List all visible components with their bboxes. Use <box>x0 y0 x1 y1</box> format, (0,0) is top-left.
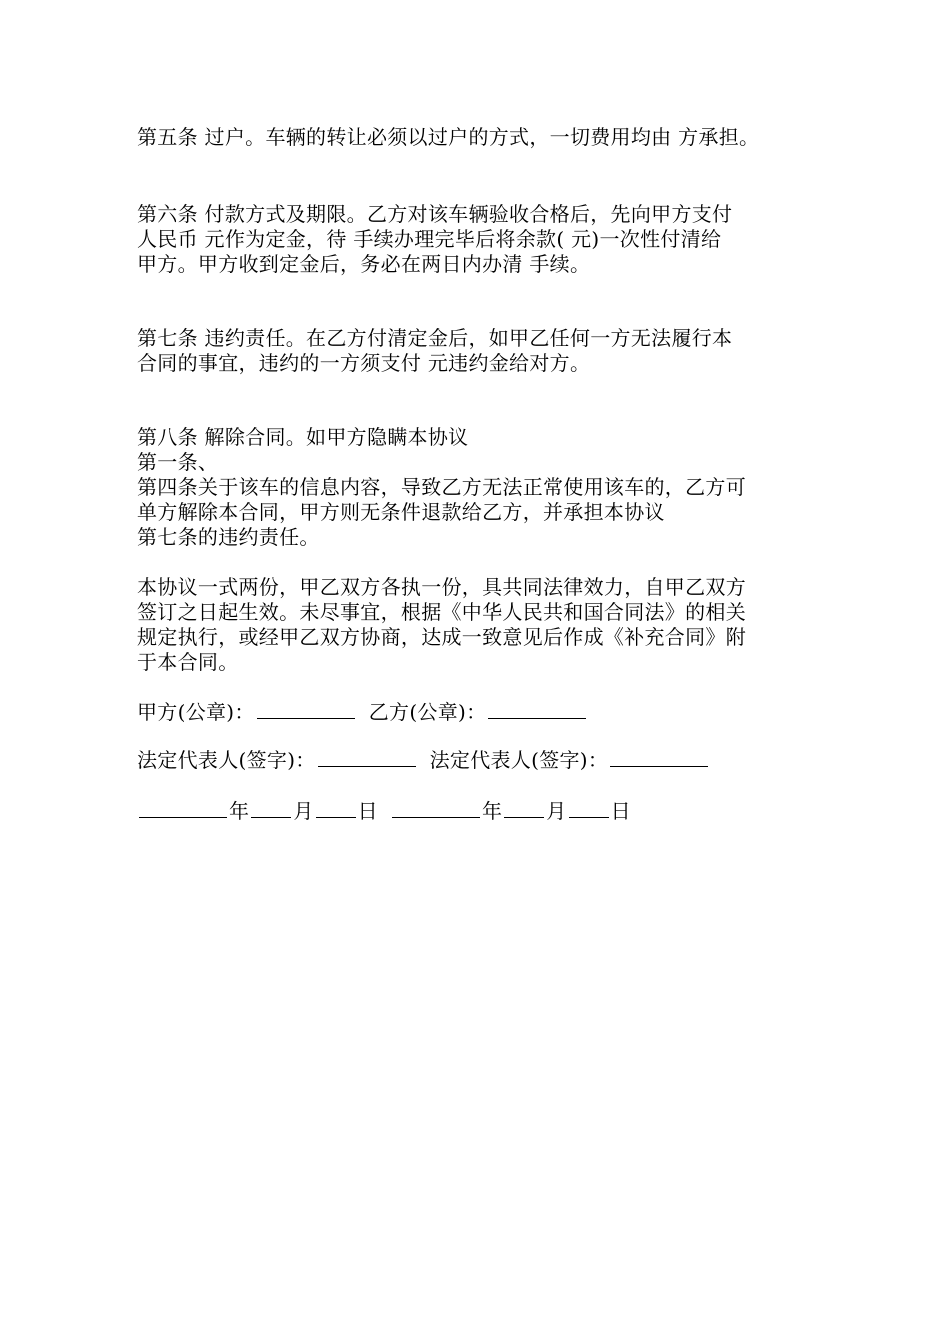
rep-a-label: 法定代表人(签字)： <box>137 748 316 772</box>
date-a-month-blank[interactable] <box>251 797 291 818</box>
rep-b-signature-blank[interactable] <box>610 746 708 767</box>
rep-a-signature-blank[interactable] <box>318 746 416 767</box>
article-8-line-5: 第七条的违约责任。 <box>137 525 320 549</box>
article-7-line-2: 合同的事宜，违约的一方须支付 元违约金给对方。 <box>137 351 591 375</box>
article-7-line-1: 第七条 违约责任。在乙方付清定金后，如甲乙任何一方无法履行本 <box>137 326 733 350</box>
article-8-line-2: 第一条、 <box>137 450 219 474</box>
closing-line-3: 规定执行，或经甲乙双方协商，达成一致意见后作成《补充合同》附 <box>137 625 746 649</box>
date-b-month-label: 月 <box>546 799 567 823</box>
date-b-year-label: 年 <box>481 799 503 823</box>
article-8-line-1: 第八条 解除合同。如甲方隐瞒本协议 <box>137 425 469 449</box>
closing-line-1: 本协议一式两份，甲乙双方各执一份，具共同法律效力，自甲乙双方 <box>137 575 746 599</box>
article-8-line-3: 第四条关于该车的信息内容，导致乙方无法正常使用该车的，乙方可 <box>137 475 746 499</box>
party-a-seal-blank[interactable] <box>257 698 355 719</box>
date-b-day-blank[interactable] <box>569 797 609 818</box>
date-b-day-label: 日 <box>610 799 631 823</box>
date-a-year-label: 年 <box>229 799 250 823</box>
party-b-seal-label: 乙方(公章)： <box>368 700 487 724</box>
date-a-month-label: 月 <box>293 799 314 823</box>
date-a-day-label: 日 <box>357 799 378 823</box>
representative-line <box>137 746 710 773</box>
date-a-day-blank[interactable] <box>316 797 356 818</box>
article-8-line-4: 单方解除本合同，甲方则无条件退款给乙方，并承担本协议 <box>137 500 665 524</box>
date-line <box>137 797 631 824</box>
article-5-line-1: 第五条 过户。车辆的转让必须以过户的方式，一切费用均由 方承担。 <box>137 125 760 149</box>
date-b-year-blank[interactable] <box>392 797 480 818</box>
article-6-line-2: 人民币 元作为定金，待 手续办理完毕后将余款( 元)一次性付清给 <box>137 227 722 251</box>
date-b-month-blank[interactable] <box>504 797 544 818</box>
party-a-seal-label: 甲方(公章)： <box>137 700 255 724</box>
closing-line-4: 于本合同。 <box>137 650 239 674</box>
party-b-seal-blank[interactable] <box>488 698 586 719</box>
rep-b-label: 法定代表人(签字)： <box>429 748 609 772</box>
seal-line <box>137 698 588 725</box>
closing-line-2: 签订之日起生效。未尽事宜，根据《中华人民共和国合同法》的相关 <box>137 600 746 624</box>
article-6-line-1: 第六条 付款方式及期限。乙方对该车辆验收合格后，先向甲方支付 <box>137 202 733 226</box>
date-a-year-blank[interactable] <box>139 797 227 818</box>
article-6-line-3: 甲方。甲方收到定金后，务必在两日内办清 手续。 <box>137 252 591 276</box>
